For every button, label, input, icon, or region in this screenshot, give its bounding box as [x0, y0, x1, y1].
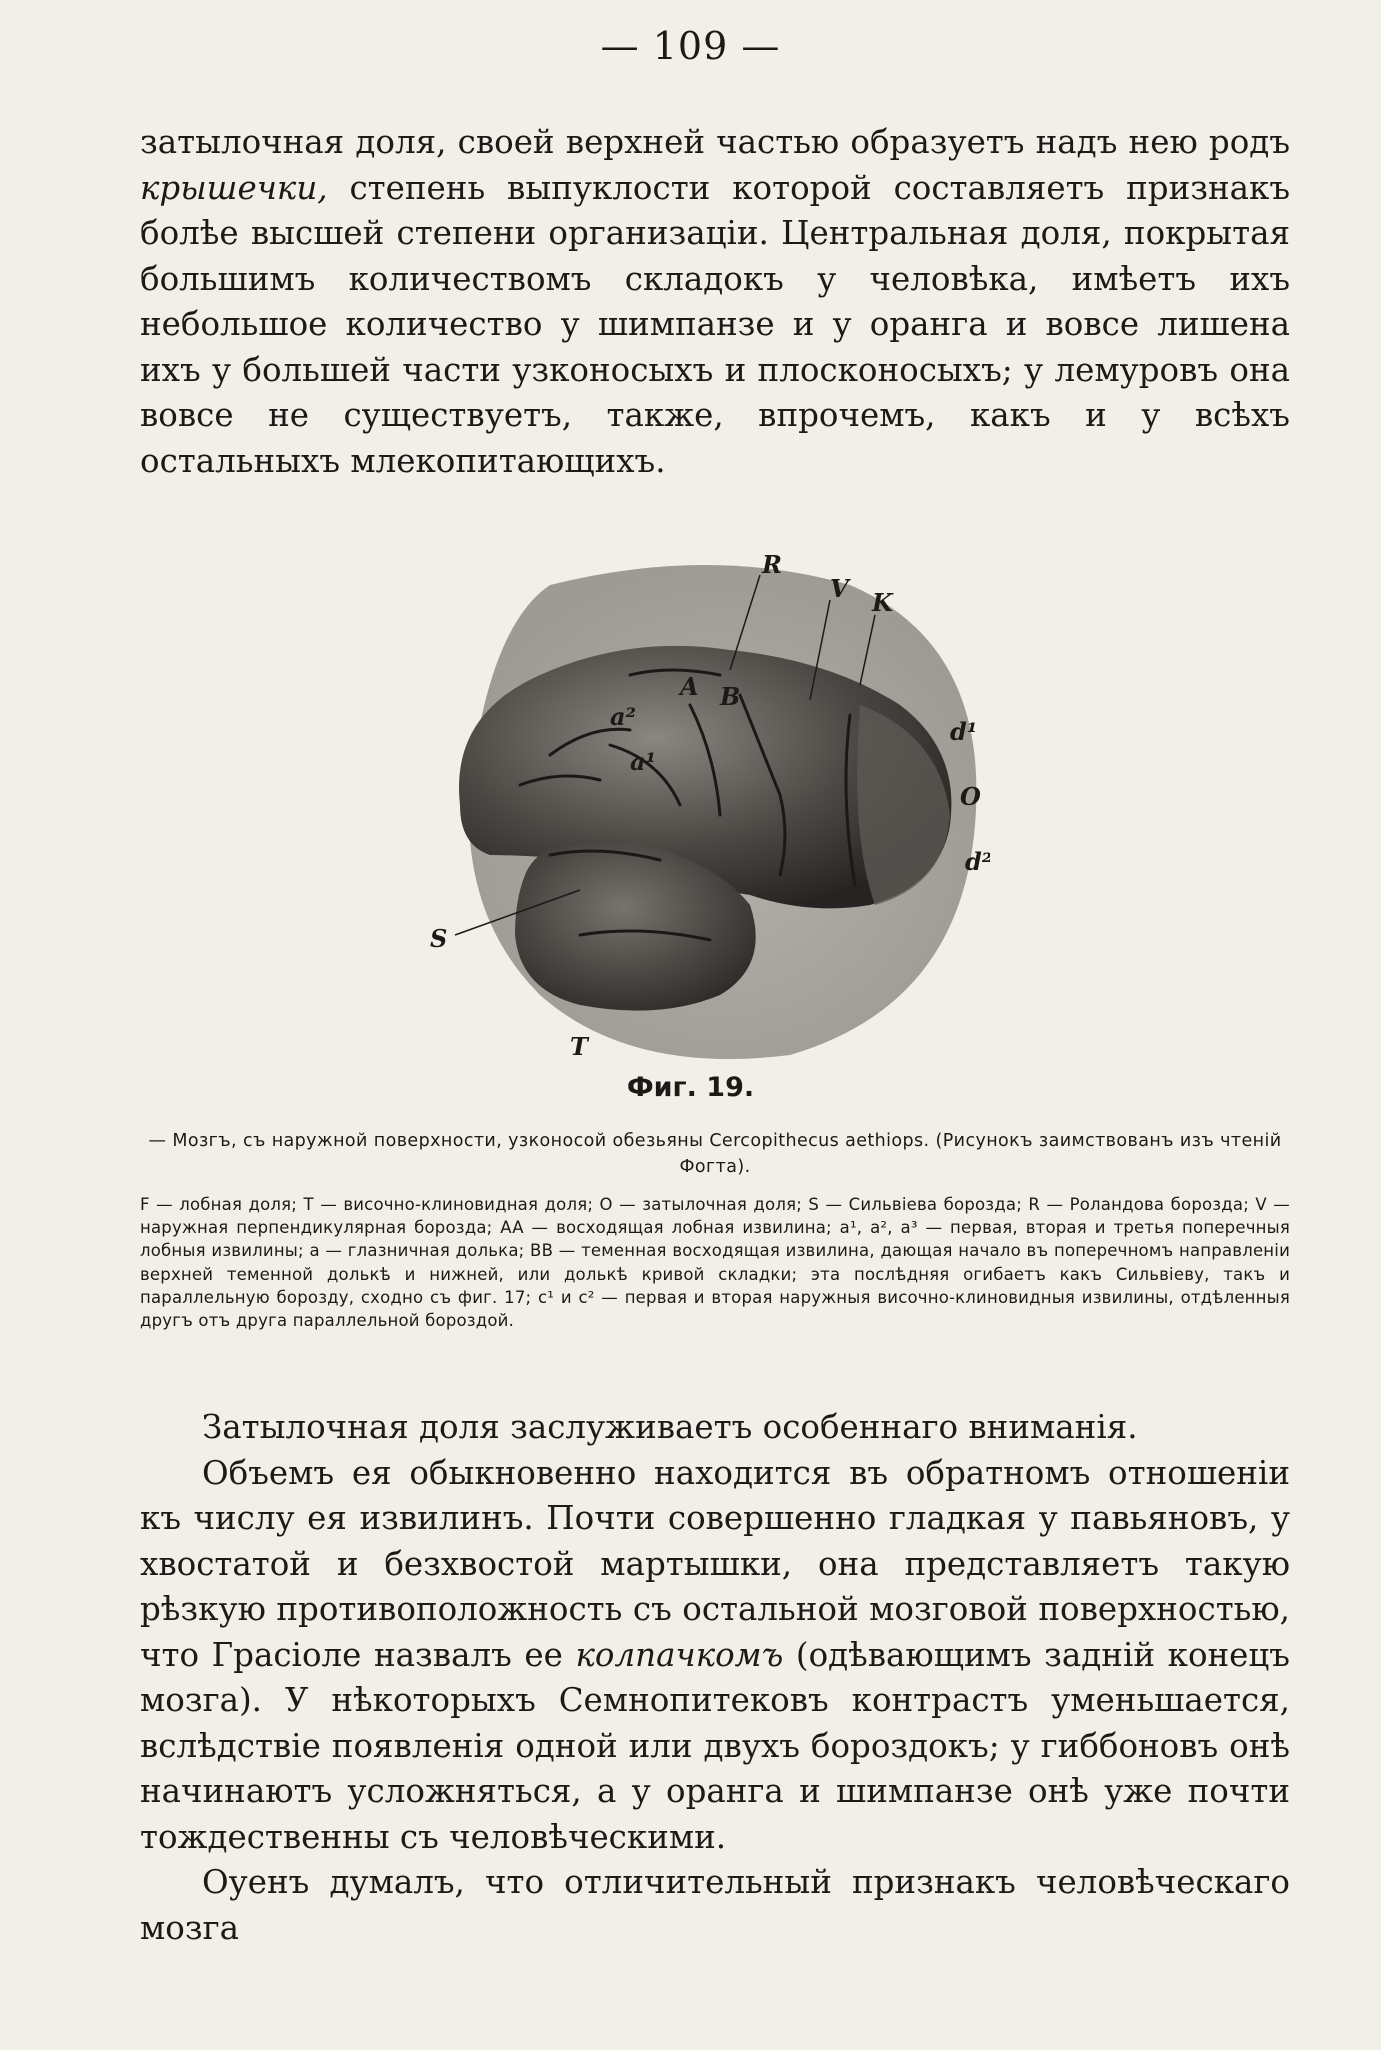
text-run: затылочная доля, своей верхней частью образуетъ надъ нею родъ [140, 123, 1290, 161]
label-V: V [830, 574, 849, 603]
brain-illustration [430, 555, 990, 1065]
label-T: T [570, 1032, 588, 1061]
label-a2: a² [610, 702, 637, 731]
label-R: R [762, 555, 782, 579]
figure-caption: — Мозгъ, съ наружной поверхности, узконосой обезьяны Cercopithecus aethiops. (Рисунокъ заимствованъ изъ чтеній Фогта). [148, 1131, 1282, 1177]
label-d2: d² [965, 847, 990, 876]
figure-brain [430, 555, 990, 1065]
paragraph-bottom [140, 1405, 1290, 1951]
label-K: K [872, 588, 893, 617]
text-run: (одѣвающимъ задній конецъ мозга). У нѣкоторыхъ Семнопитековъ контрастъ уменьшается, вслѣдствіе появленія одной или двухъ бороздокъ; у гиббоновъ онѣ начинаютъ усложняться, а у оранга и шимпанзе онѣ уже почти тождественны съ человѣческими. [140, 1635, 1290, 1856]
text-run: Объемъ ея обыкновенно находится въ обратномъ отношеніи къ числу ея извилинъ. Почти совершенно гладкая у павьяновъ, у хвостатой и безхвостой мартышки, она представляетъ такую рѣзкую противоположность съ остальной мозговой поверхностью, что Грасіоле назвалъ ее [140, 1453, 1290, 1674]
paragraph-top [140, 120, 1290, 484]
label-S: S [430, 924, 448, 953]
text-run: степень выпуклости которой составляетъ признакъ болѣе высшей степени организаціи. Центральная доля, покрытая большимъ количествомъ складокъ у человѣка, имѣетъ ихъ небольшое количество у шимпанзе и у оранга и вовсе лишена ихъ у большей части узконосыхъ и плосконосыхъ; у лемуровъ она вовсе не существуетъ, также, впрочемъ, какъ и у всѣхъ остальныхъ млекопитающихъ. [140, 168, 1290, 480]
paragraph-owen: Оуенъ думалъ, что отличительный признакъ человѣческаго мозга [140, 1863, 1290, 1947]
figure-legend: F — лобная доля; T — височно-клиновидная доля; O — затылочная доля; S — Сильвіева борозда; R — Роландова борозда; V — наружная перпендикулярная борозда; AA — восходящая лобная извилина; a¹, a², a³ — первая, вторая и третья поперечныя лобныя извилины; a — глазничная долька; BB — теменная восходящая извилина, дающая начало въ поперечномъ направленіи верхней теменной долькѣ и нижней, или долькѣ кривой складки; эта послѣдняя огибаетъ какъ Сильвіеву, такъ и параллельную борозду, сходно съ фиг. 17; c¹ и c² — первая и вторая наружныя височно-клиновидныя извилины, отдѣленныя другъ отъ друга параллельной бороздой. [140, 1195, 1290, 1331]
paragraph-top-text [140, 120, 1290, 484]
paragraph-occipital-intro: Затылочная доля заслуживаетъ особеннаго вниманія. [202, 1408, 1138, 1446]
figure-title: Фиг. 19. [626, 1072, 755, 1103]
italic-term: крышечки, [140, 168, 328, 207]
page-number: — 109 — [600, 24, 781, 68]
label-O: O [960, 782, 981, 811]
paragraph-occipital-volume [140, 1451, 1290, 1861]
label-a1: a¹ [630, 747, 657, 776]
label-B: B [720, 682, 741, 711]
label-A: A [680, 672, 699, 701]
italic-term: колпачкомъ [575, 1635, 784, 1674]
label-d1: d¹ [950, 717, 978, 746]
